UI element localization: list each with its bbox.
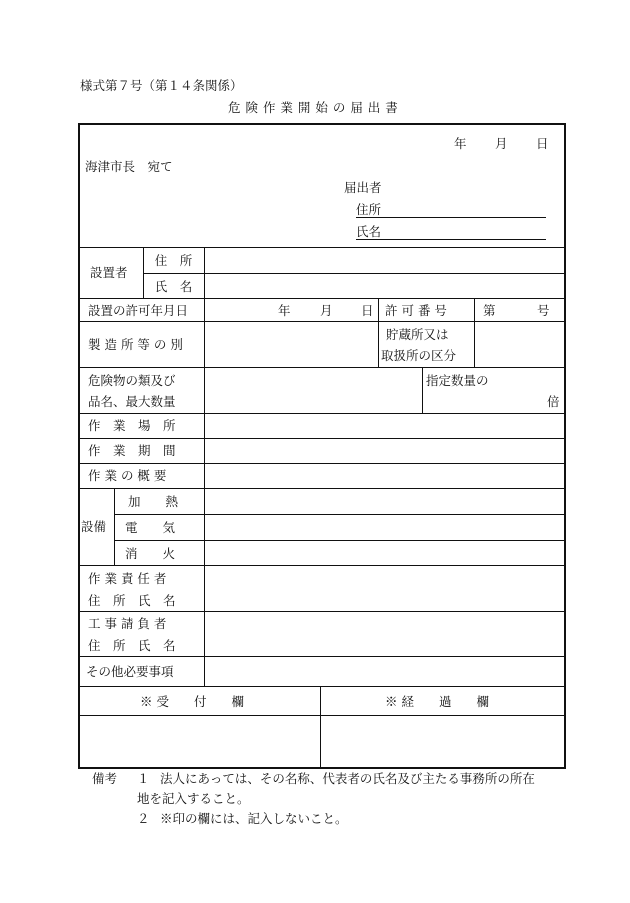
divider bbox=[78, 463, 566, 464]
note-1-line1: 法人にあっては、その名称、代表者の氏名及び主たる事務所の所在 bbox=[160, 771, 535, 786]
divider bbox=[204, 247, 205, 686]
permit-date-label: 設置の許可年月日 bbox=[88, 303, 189, 318]
applicant-name-label: 氏名 bbox=[356, 224, 382, 239]
divider bbox=[114, 540, 566, 541]
divider bbox=[114, 488, 115, 565]
divider bbox=[78, 413, 566, 414]
divider bbox=[78, 247, 566, 248]
applicant-label: 届出者 bbox=[344, 180, 382, 195]
other-matters-label: その他必要事項 bbox=[86, 664, 174, 679]
name-underline bbox=[356, 239, 546, 240]
installer-label: 設置者 bbox=[90, 265, 128, 280]
hazard-label-line1: 危険物の類及び bbox=[88, 373, 176, 388]
divider bbox=[474, 298, 475, 367]
designated-qty-label: 指定数量の bbox=[426, 373, 489, 388]
contractor-label-line2: 住 所 氏 名 bbox=[88, 638, 176, 653]
date-year: 年 bbox=[454, 136, 467, 151]
form-title: 危 険 作 業 開 始 の 届 出 書 bbox=[228, 100, 399, 115]
permit-year: 年 bbox=[278, 303, 291, 318]
divider bbox=[78, 715, 566, 716]
notes-label: 備考 bbox=[92, 771, 118, 786]
divider bbox=[78, 321, 566, 322]
note-2-text: ※印の欄には、記入しないこと。 bbox=[160, 811, 348, 826]
electric-label: 電 気 bbox=[125, 520, 176, 535]
times-label: 倍 bbox=[547, 394, 560, 409]
hazard-label-line2: 品名、最大数量 bbox=[88, 394, 176, 409]
divider bbox=[320, 686, 321, 768]
divider bbox=[143, 273, 566, 274]
divider bbox=[78, 298, 566, 299]
divider bbox=[114, 514, 566, 515]
installer-name-label: 氏 名 bbox=[154, 279, 193, 294]
heating-label: 加 熱 bbox=[128, 494, 179, 509]
note-1-line2: 地を記入すること。 bbox=[137, 791, 250, 806]
permit-number-dai: 第 bbox=[483, 303, 496, 318]
divider bbox=[378, 298, 379, 367]
divider bbox=[78, 611, 566, 612]
divider bbox=[78, 686, 566, 687]
storage-label-line2: 取扱所の区分 bbox=[381, 348, 457, 363]
divider bbox=[78, 367, 566, 368]
form-number: 様式第７号（第１４条関係） bbox=[80, 78, 243, 93]
supervisor-label-line1: 作 業 責 任 者 bbox=[88, 571, 167, 586]
contractor-label-line1: 工 事 請 負 者 bbox=[88, 616, 167, 631]
reception-label: ※ 受 付 欄 bbox=[140, 694, 244, 709]
extinguish-label: 消 火 bbox=[125, 546, 176, 561]
divider bbox=[78, 565, 566, 566]
note-2-number: ２ bbox=[137, 811, 150, 826]
storage-label-line1: 貯蔵所又は bbox=[386, 327, 449, 342]
equipment-label: 設備 bbox=[81, 519, 107, 534]
progress-label: ※ 経 過 欄 bbox=[385, 694, 489, 709]
permit-number-go: 号 bbox=[537, 303, 550, 318]
divider bbox=[422, 367, 423, 413]
addressee: 海津市長 宛て bbox=[85, 159, 173, 174]
permit-day: 日 bbox=[361, 303, 374, 318]
installer-address-label: 住 所 bbox=[154, 253, 193, 268]
permit-number-label: 許 可 番 号 bbox=[385, 303, 447, 318]
date-month: 月 bbox=[495, 136, 508, 151]
facility-type-label: 製 造 所 等 の 別 bbox=[88, 337, 183, 352]
divider bbox=[78, 438, 566, 439]
note-1-number: １ bbox=[137, 771, 150, 786]
divider bbox=[78, 656, 566, 657]
divider bbox=[78, 488, 566, 489]
work-summary-label: 作 業 の 概 要 bbox=[88, 468, 167, 483]
supervisor-label-line2: 住 所 氏 名 bbox=[88, 593, 176, 608]
work-place-label: 作 業 場 所 bbox=[88, 418, 176, 433]
applicant-address-label: 住所 bbox=[356, 202, 382, 217]
work-period-label: 作 業 期 間 bbox=[88, 443, 176, 458]
permit-month: 月 bbox=[320, 303, 333, 318]
date-day: 日 bbox=[536, 136, 549, 151]
address-underline bbox=[356, 217, 546, 218]
